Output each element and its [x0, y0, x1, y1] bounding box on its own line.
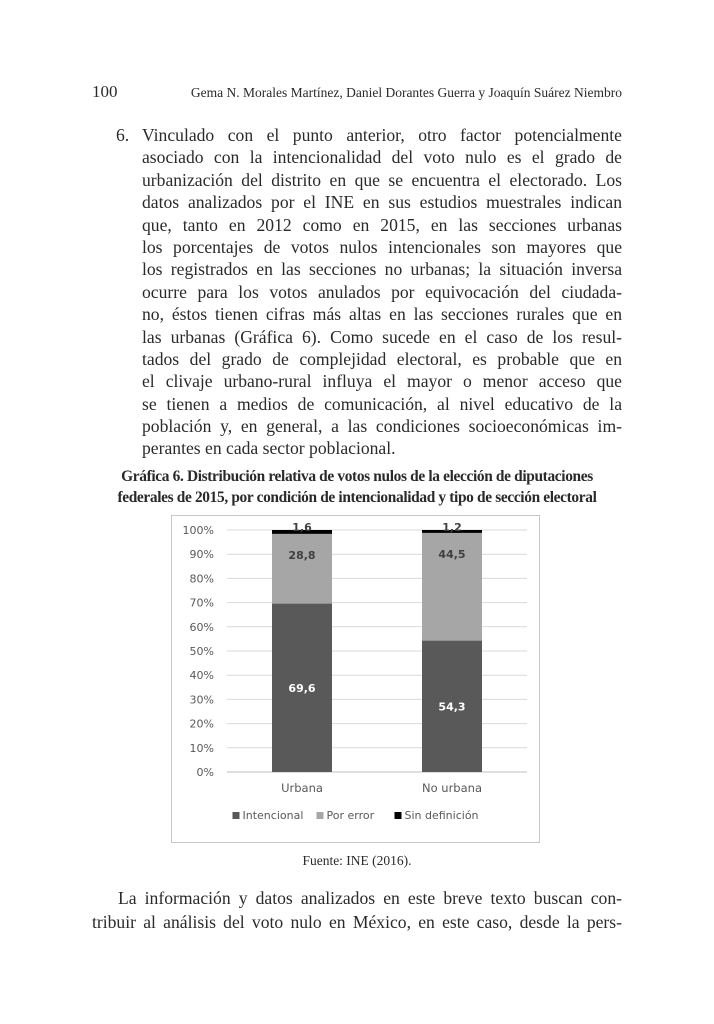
- data-label: 1,2: [442, 521, 462, 534]
- data-label: 69,6: [288, 681, 316, 695]
- y-tick-label: 0%: [196, 766, 214, 779]
- legend-label: Sin definición: [404, 809, 479, 822]
- text-line: urbanización del distrito en que se encuentra el electorado. Los: [142, 169, 622, 190]
- page-header: [92, 82, 622, 108]
- caption-line: Gráfica 6. Distribución relativa de votos nulos de la elección de diputaciones: [121, 468, 593, 485]
- data-label: 1,6: [292, 521, 312, 534]
- text-line: los registrados en las secciones no urbanas; la situación inversa: [142, 259, 622, 280]
- text-line: que, tanto en 2012 como en 2015, en las secciones urbanas: [142, 214, 622, 235]
- text-line: perantes en cada sector poblacional.: [142, 438, 396, 459]
- text-line: tados del grado de complejidad electoral, es probable que en: [142, 348, 622, 369]
- y-tick-label: 10%: [189, 741, 214, 755]
- stacked-bar-chart: [171, 515, 540, 843]
- closing-paragraph: [92, 886, 622, 934]
- legend-label: Por error: [326, 809, 375, 822]
- chart-canvas: [172, 516, 539, 842]
- running-head: Gema N. Morales Martínez, Daniel Dorantes Guerra y Joaquín Suárez Niembro: [190, 85, 622, 100]
- figure-caption: [92, 466, 622, 508]
- caption-line: federales de 2015, por condición de intencionalidad y tipo de sección electoral: [117, 489, 597, 506]
- y-tick-label: 80%: [189, 572, 214, 586]
- paragraph-body: [142, 124, 622, 460]
- data-label: 54,3: [438, 700, 466, 714]
- legend-swatch: [395, 812, 402, 819]
- legend-swatch: [233, 812, 240, 819]
- y-tick-label: 60%: [189, 620, 214, 634]
- page-number: 100: [92, 82, 118, 101]
- text-line: Vinculado con el punto anterior, otro factor potencialmente: [142, 125, 622, 145]
- legend-swatch: [317, 812, 324, 819]
- x-category-label: Urbana: [281, 781, 323, 795]
- y-tick-label: 50%: [189, 645, 214, 658]
- text-line: se tienen a medios de comunicación, al nivel educativo de la: [142, 393, 622, 414]
- y-tick-label: 40%: [189, 669, 214, 683]
- y-tick-label: 20%: [189, 717, 214, 731]
- y-tick-label: 30%: [189, 693, 214, 707]
- text-line: asociado con la intencionalidad del voto nulo es el grado de: [142, 147, 622, 168]
- bar-segment: [272, 534, 332, 604]
- data-label: 28,8: [288, 548, 316, 562]
- text-line: La información y datos analizados en este breve texto buscan con-: [118, 888, 622, 908]
- text-line: población y, en general, a las condiciones socioeconómicas im-: [142, 416, 622, 437]
- text-line: el clivaje urbano-rural influya el mayor o menor acceso que: [142, 371, 622, 392]
- text-line: tribuir al análisis del voto nulo en México, en este caso, desde la pers-: [92, 912, 622, 932]
- text-line: ocurre para los votos anulados por equivocación del ciudada-: [142, 281, 622, 302]
- data-label: 44,5: [438, 547, 466, 561]
- y-tick-label: 70%: [189, 596, 214, 610]
- text-line: no, éstos tienen cifras más altas en las secciones rurales que en: [142, 304, 622, 325]
- item-number: 6.: [116, 125, 130, 145]
- text-line: los porcentajes de votos nulos intencionales son mayores que: [142, 236, 622, 257]
- y-tick-label: 100%: [182, 524, 214, 537]
- text-line: datos analizados por el INE en sus estudios muestrales indican: [142, 192, 622, 213]
- legend-label: Intencional: [242, 809, 304, 822]
- x-category-label: No urbana: [422, 781, 482, 795]
- text-line: las urbanas (Gráfica 6). Como sucede en el caso de los resul-: [142, 326, 622, 347]
- y-tick-label: 90%: [189, 548, 214, 562]
- figure-source: Fuente: INE (2016).: [302, 853, 412, 868]
